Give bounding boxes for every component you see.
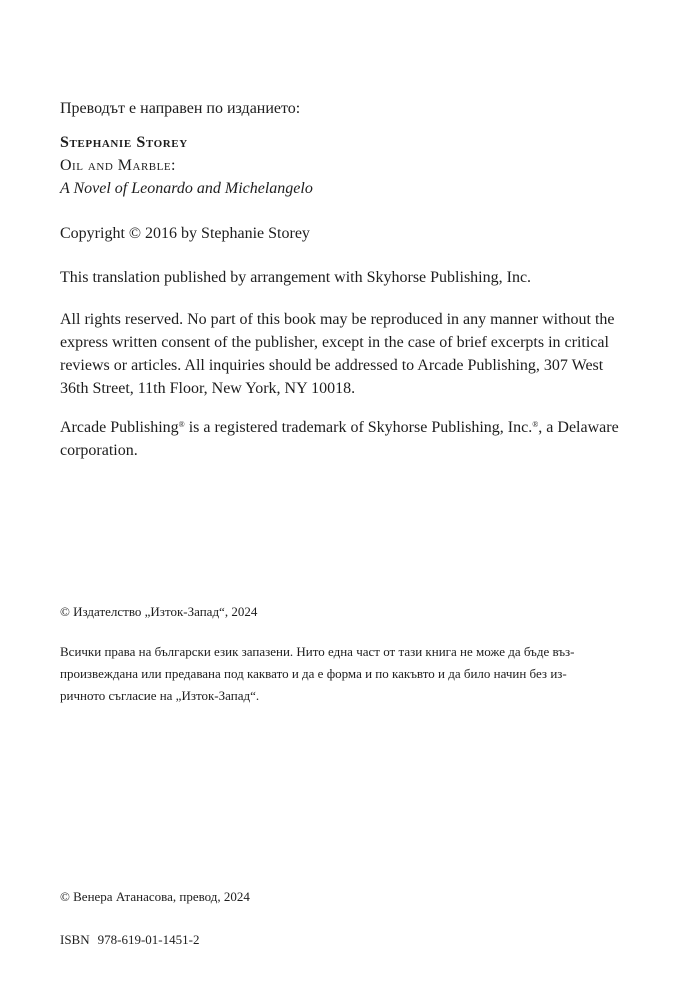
rights-reserved-line: All rights reserved. No part of this book may be reproduced in any manner without the — [60, 311, 615, 328]
original-copyright: Copyright © 2016 by Stephanie Storey — [60, 225, 310, 242]
original-subtitle: A Novel of Leonardo and Michelangelo — [60, 180, 313, 197]
original-author: Stephanie Storey — [60, 134, 188, 151]
rights-reserved-notice — [60, 308, 615, 400]
isbn-label: ISBN — [60, 932, 90, 947]
isbn-number: 978-619-01-1451-2 — [97, 932, 200, 947]
trademark-line: Arcade Publishing® is a registered trademark of Skyhorse Publishing, Inc.®, a Delaware — [60, 419, 619, 436]
bulgarian-rights-line: ричното съгласие на „Изток-Запад“. — [60, 688, 260, 703]
bulgarian-rights-notice — [60, 641, 575, 707]
isbn — [60, 929, 199, 951]
rights-reserved-line: 36th Street, 11th Floor, New York, NY 10018. — [60, 380, 356, 397]
rights-reserved-line: reviews or articles. All inquiries should be addressed to Arcade Publishing, 307 West — [60, 357, 604, 374]
publisher-copyright: © Издателство „Изток-Запад“, 2024 — [60, 604, 258, 619]
translation-note: Преводът е направен по изданието: — [60, 100, 301, 117]
original-edition-info — [60, 131, 313, 200]
rights-reserved-line: express written consent of the publisher, except in the case of brief excerpts in critical — [60, 334, 609, 351]
trademark-line-2: corporation. — [60, 442, 138, 459]
original-title: Oil and Marble: — [60, 157, 176, 174]
arrangement-notice: This translation published by arrangement with Skyhorse Publishing, Inc. — [60, 269, 532, 286]
trademark-notice — [60, 416, 619, 462]
bulgarian-rights-line: Всички права на български език запазени. Нито една част от тази книга не може да бъде въз- — [60, 644, 575, 659]
bulgarian-rights-line: произвеждана или предавана под каквато и да е форма и по какъвто и да било начин без из- — [60, 666, 567, 681]
translator-copyright: © Венера Атанасова, превод, 2024 — [60, 889, 250, 904]
